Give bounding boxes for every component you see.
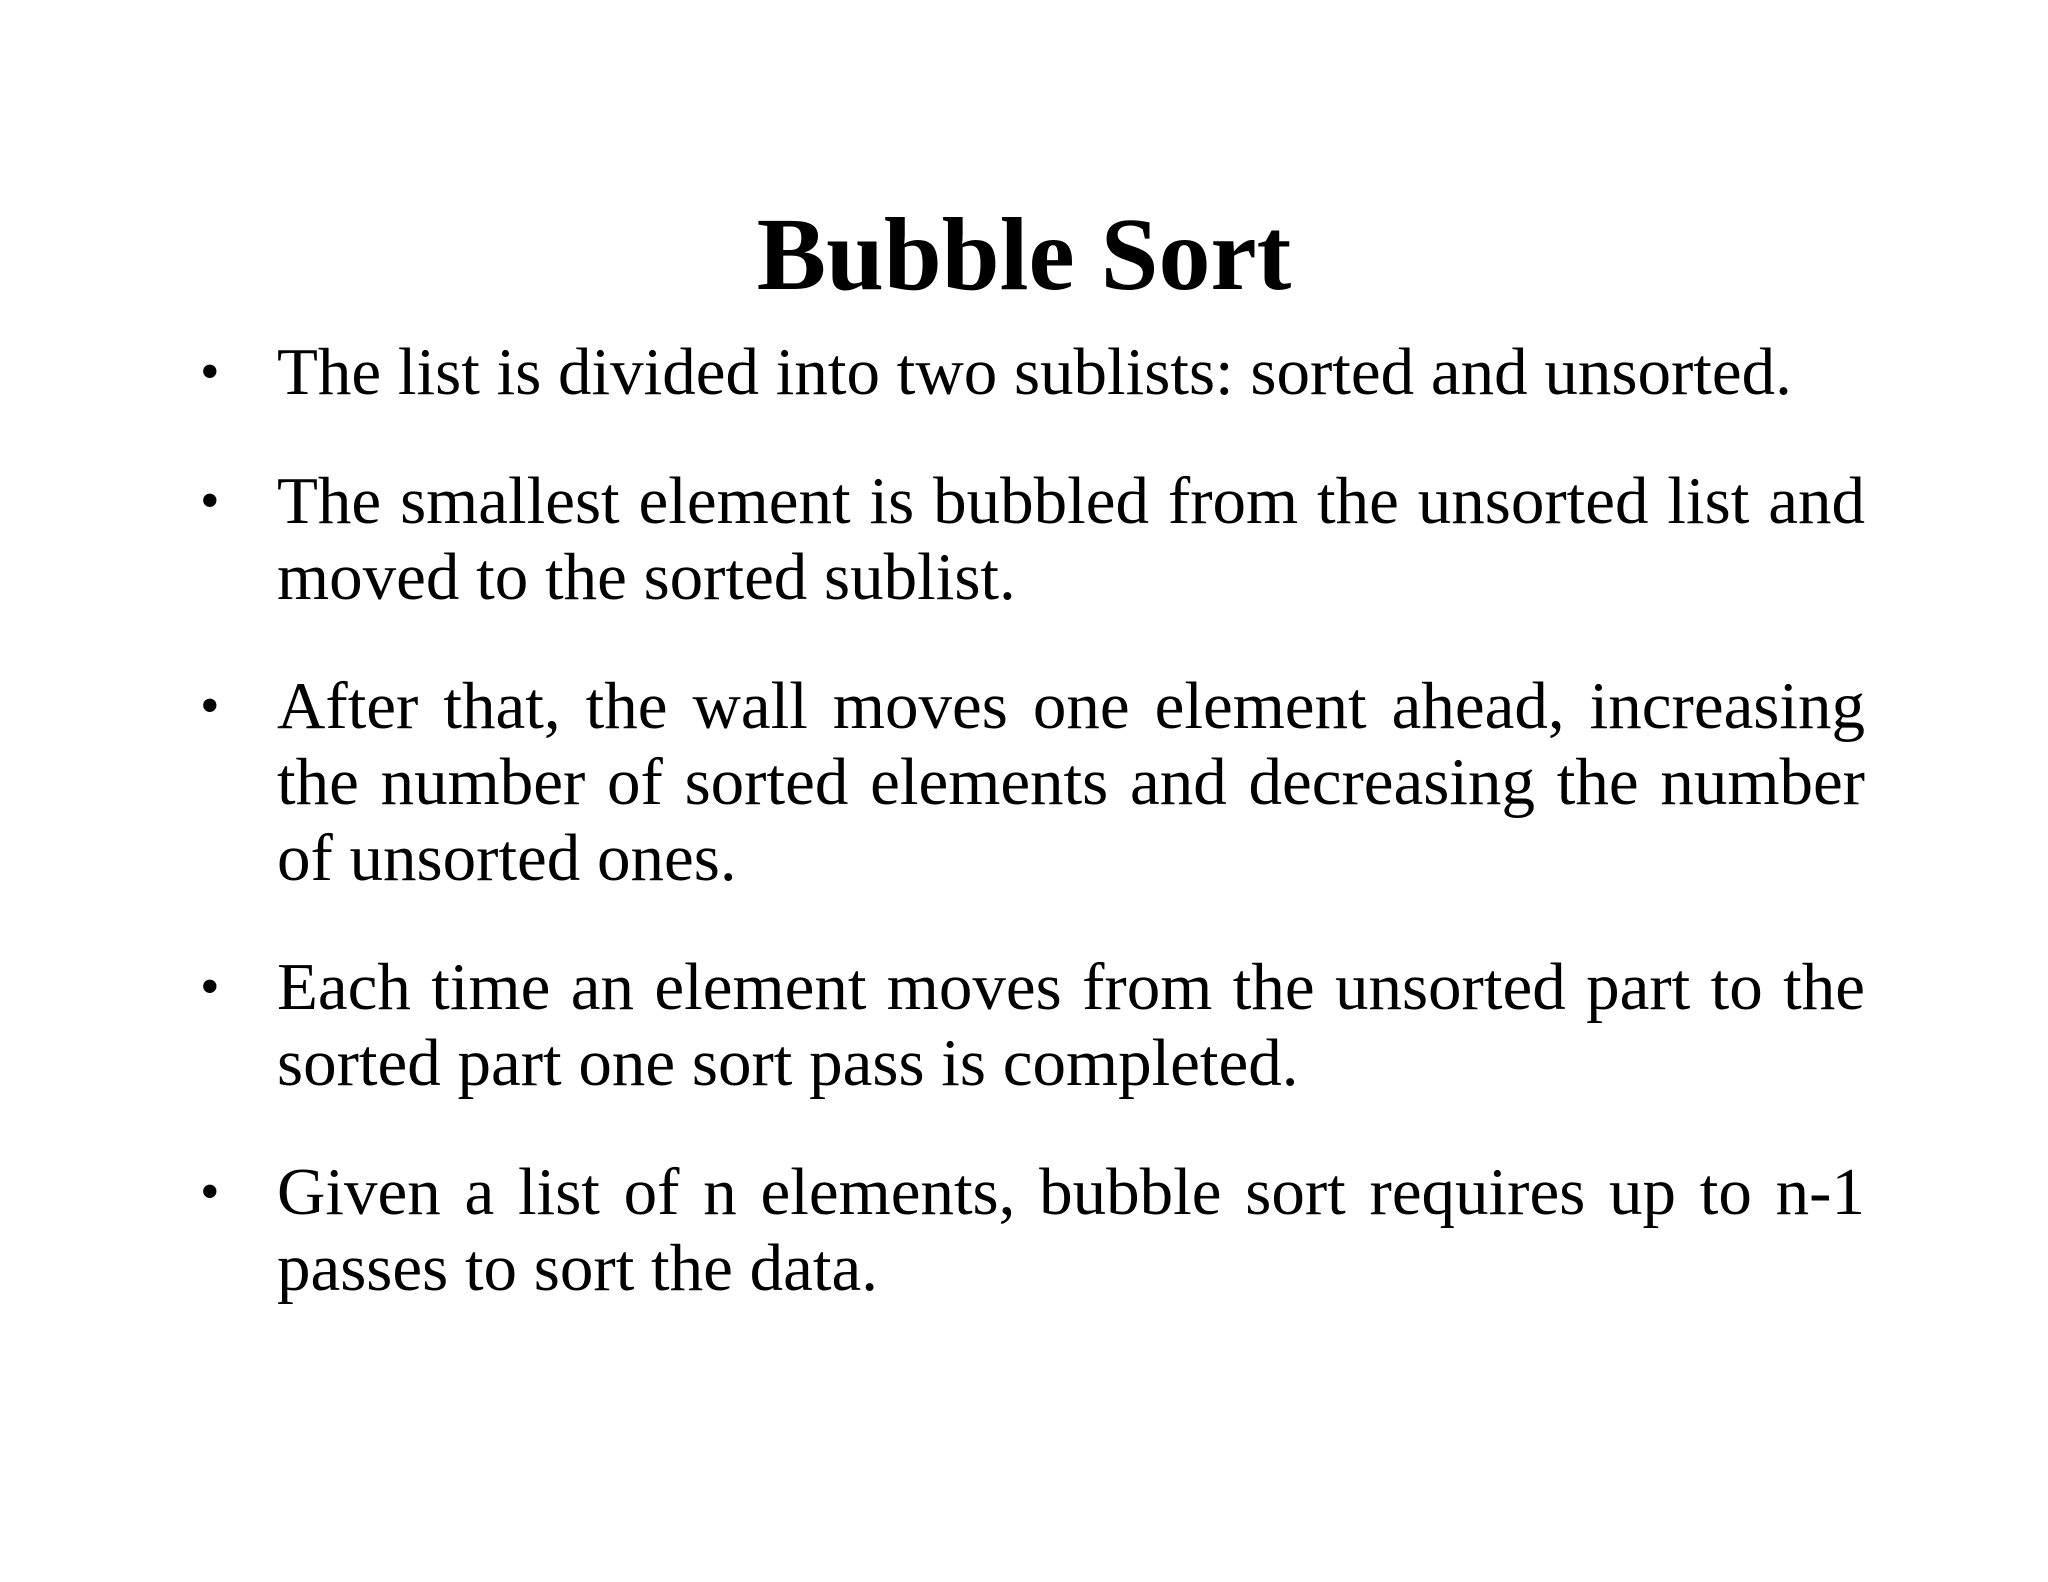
bullet-list [200, 334, 1865, 1359]
bullet-text: The list is divided into two sublists: sorted and unsorted. [277, 335, 1792, 409]
slide-title: Bubble Sort [756, 197, 1292, 312]
bullet-item [200, 334, 1865, 410]
bullet-dot-icon: • [200, 1161, 220, 1223]
bullet-dot-icon: • [200, 675, 220, 737]
bullet-item [200, 463, 1865, 615]
bullet-item [200, 1154, 1865, 1306]
bullet-text: Each time an element moves from the unsorted part to the sorted part one sort pass is completed. [277, 950, 1865, 1100]
bullet-dot-icon: • [200, 470, 220, 532]
bullet-text: The smallest element is bubbled from the unsorted list and moved to the sorted sublist. [277, 464, 1865, 614]
bullet-dot-icon: • [200, 341, 220, 403]
bullet-text: Given a list of n elements, bubble sort requires up to n-1 passes to sort the data. [277, 1155, 1865, 1305]
bullet-dot-icon: • [200, 956, 220, 1018]
bullet-text: After that, the wall moves one element ahead, increasing the number of sorted elements and decreasing the number of unsorted ones. [277, 669, 1865, 895]
bullet-item [200, 949, 1865, 1101]
bullet-item [200, 668, 1865, 896]
